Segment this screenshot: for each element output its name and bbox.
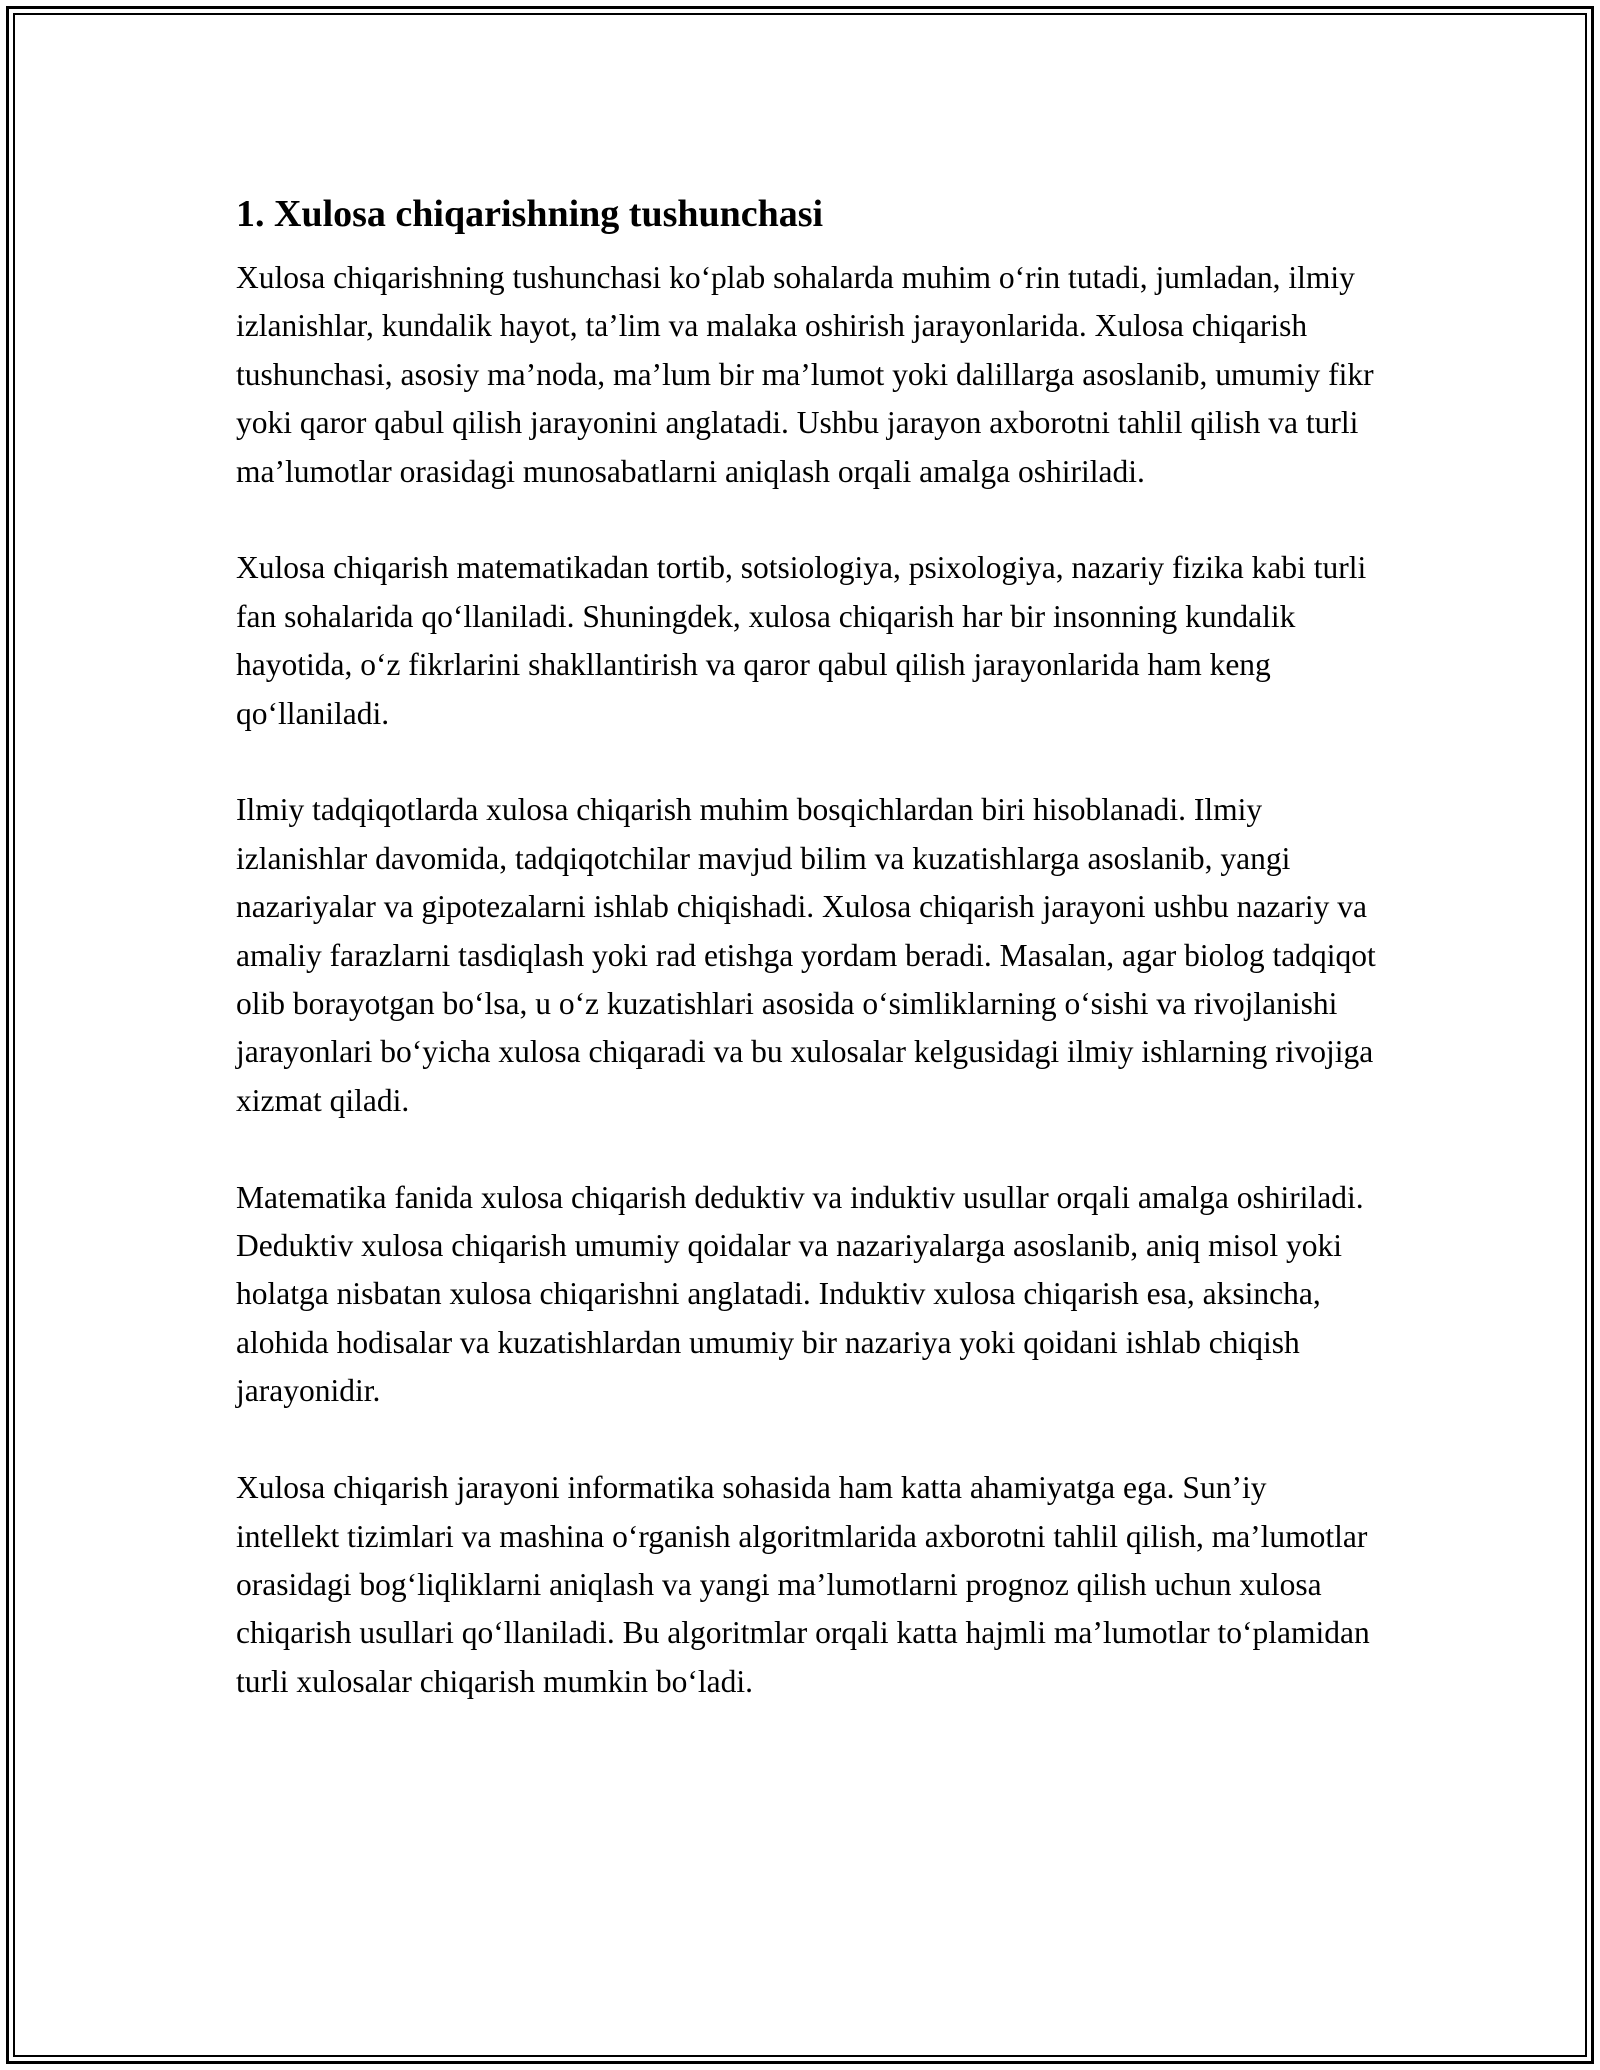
section-heading: 1. Xulosa chiqarishning tushunchasi [236, 193, 824, 235]
paragraph-3: Ilmiy tadqiqotlarda xulosa chiqarish muhim bosqichlardan biri hisoblanadi. Ilmiy izlanishlar davomida, tadqiqotchilar mavjud bilim va kuzatishlarga asoslanib, yangi nazariyalar va gipotezalarni ishlab chiqishadi. Xulosa chiqarish jarayoni ushbu nazariy va amaliy farazlarni tasdiqlash yoki rad etishga yordam beradi. Masalan, agar biolog tadqiqot olib borayotgan bo‘lsa, u o‘z kuzatishlari asosida o‘simliklarning o‘sishi va rivojlanishi jarayonlari bo‘yicha xulosa chiqaradi va bu xulosalar kelgusidagi ilmiy ishlarning rivojiga xizmat qiladi. [236, 792, 1376, 1118]
document-body [236, 186, 1376, 1755]
paragraph-1: Xulosa chiqarishning tushunchasi ko‘plab sohalarda muhim o‘rin tutadi, jumladan, ilmiy izlanishlar, kundalik hayot, ta’lim va malaka oshirish jarayonlarida. Xulosa chiqarish tushunchasi, asosiy ma’noda, ma’lum bir ma’lumot yoki dalillarga asoslanib, umumiy fikr yoki qaror qabul qilish jarayonini anglatadi. Ushbu jarayon axborotni tahlil qilish va turli ma’lumotlar orasidagi munosabatlarni aniqlash orqali amalga oshiriladi. [236, 260, 1374, 489]
paragraph-5: Xulosa chiqarish jarayoni informatika sohasida ham katta ahamiyatga ega. Sun’iy intellekt tizimlari va mashina o‘rganish algoritmlarida axborotni tahlil qilish, ma’lumotlar orasidagi bog‘liqliklarni aniqlash va yangi ma’lumotlarni prognoz qilish uchun xulosa chiqarish usullari qo‘llaniladi. Bu algoritmlar orqali katta hajmli ma’lumotlar to‘plamidan turli xulosalar chiqarish mumkin bo‘ladi. [236, 1470, 1370, 1699]
paragraph-4: Matematika fanida xulosa chiqarish deduktiv va induktiv usullar orqali amalga oshiriladi. Deduktiv xulosa chiqarish umumiy qoidalar va nazariyalarga asoslanib, aniq misol yoki holatga nisbatan xulosa chiqarishni anglatadi. Induktiv xulosa chiqarish esa, aksincha, alohida hodisalar va kuzatishlardan umumiy bir nazariya yoki qoidani ishlab chiqish jarayonidir. [236, 1179, 1364, 1409]
paragraph-2: Xulosa chiqarish matematikadan tortib, sotsiologiya, psixologiya, nazariy fizika kabi turli fan sohalarida qo‘llaniladi. Shuningdek, xulosa chiqarish har bir insonning kundalik hayotida, o‘z fikrlarini shakllantirish va qaror qabul qilish jarayonlarida ham keng qo‘llaniladi. [236, 550, 1367, 731]
